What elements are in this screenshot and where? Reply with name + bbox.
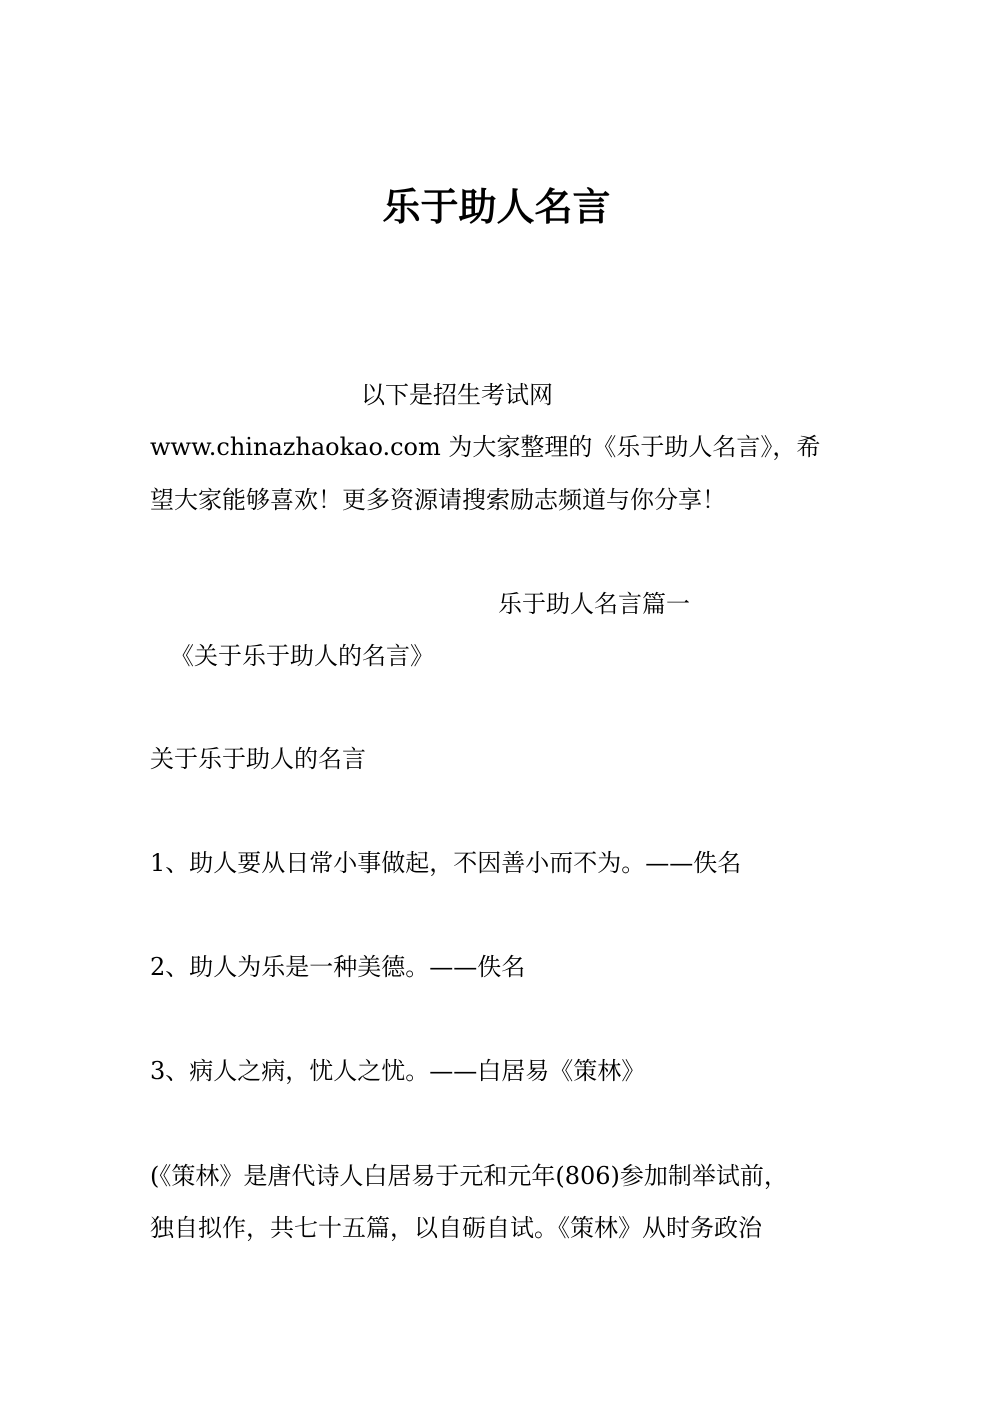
- intro-line-2: www.chinazhaokao.com 为大家整理的《乐于助人名言》，希: [150, 433, 821, 461]
- intro-line-1: 以下是招生考试网: [361, 381, 553, 409]
- quote-2: 2、助人为乐是一种美德。——佚名: [150, 953, 526, 981]
- document-title: 乐于助人名言: [382, 184, 611, 229]
- article-title: 《关于乐于助人的名言》: [170, 642, 434, 670]
- intro-line-3: 望大家能够喜欢！更多资源请搜索励志频道与你分享！: [150, 486, 726, 514]
- subheading: 关于乐于助人的名言: [150, 745, 366, 773]
- note-line-1: (《策林》是唐代诗人白居易于元和元年(806)参加制举试前，: [150, 1162, 788, 1190]
- note-line-2: 独自拟作，共七十五篇，以自砺自试。《策林》从时务政治: [150, 1214, 762, 1242]
- quote-1: 1、助人要从日常小事做起，不因善小而不为。——佚名: [150, 849, 742, 877]
- section-heading: 乐于助人名言篇一: [498, 590, 690, 618]
- quote-3: 3、病人之病，忧人之忧。——白居易《策林》: [150, 1057, 646, 1085]
